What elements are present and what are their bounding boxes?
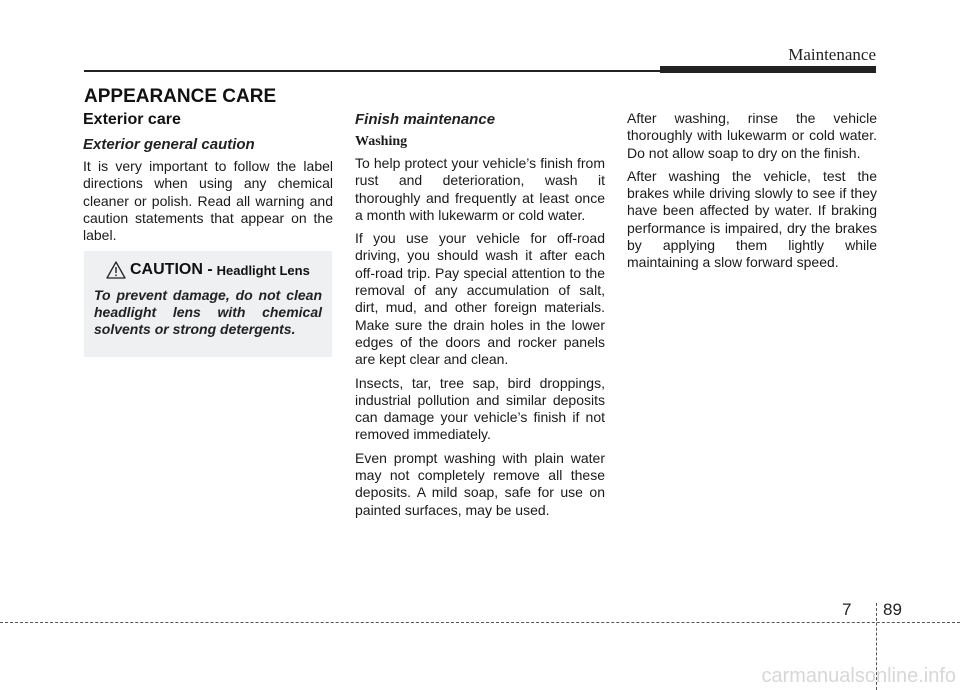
warning-triangle-icon [106, 261, 126, 279]
caution-header [94, 261, 322, 279]
paragraph: After washing the vehicle, test the brakes while driving slowly to see if they have been affected by water. If braking performance is impaired, dry the brakes by applying them lightly while maintaining a slow forward speed. [627, 167, 877, 271]
paragraph: If you use your vehicle for off-road driving, you should wash it after each off-road trip. Pay special attention to the removal of any accumulation of salt, dirt, mud, and other foreign materials. Make sure the drain holes in the lower edges of the doors and rocker panels are kept clear and clean. [355, 230, 605, 368]
finish-maintenance-heading: Finish maintenance [355, 111, 496, 128]
paragraph: Even prompt washing with plain water may not completely remove all these deposits. A mild soap, safe for use on painted surfaces, may be used. [355, 449, 605, 518]
column-3 [627, 110, 877, 278]
caution-box [84, 251, 332, 357]
caution-label: CAUTION - [130, 261, 213, 278]
chapter-number: 7 [842, 600, 852, 619]
running-header-title: Maintenance [788, 45, 876, 64]
column-2 [355, 110, 605, 525]
caution-body: To prevent damage, do not clean headlight lens with chemical solvents or strong detergents. [94, 287, 322, 337]
header-bar [660, 66, 876, 73]
section-title: APPEARANCE CARE [84, 86, 277, 107]
paragraph: Insects, tar, tree sap, bird droppings, industrial pollution and similar deposits can damage your vehicle’s finish if not removed immediately. [355, 374, 605, 443]
exterior-caution-subheading: Exterior general caution [83, 136, 255, 153]
exterior-care-heading: Exterior care [83, 111, 181, 128]
header-rule [84, 70, 660, 72]
footer-rule [0, 622, 960, 623]
watermark: carmanualsonline.info [761, 665, 956, 687]
page-number: 89 [883, 600, 902, 619]
washing-subheading: Washing [355, 134, 408, 149]
paragraph: To help protect your vehicle’s finish from rust and deterioration, wash it thoroughly and frequently at least once a month with lukewarm or cold water. [355, 155, 605, 223]
column-1 [83, 110, 333, 250]
paragraph: It is very important to follow the label directions when using any chemical cleaner or polish. Read all warning and caution statements that appear on the label. [83, 158, 333, 244]
caution-subject: Headlight Lens [216, 262, 310, 278]
paragraph: After washing, rinse the vehicle thoroughly with lukewarm or cold water. Do not allow soap to dry on the finish. [627, 110, 877, 161]
